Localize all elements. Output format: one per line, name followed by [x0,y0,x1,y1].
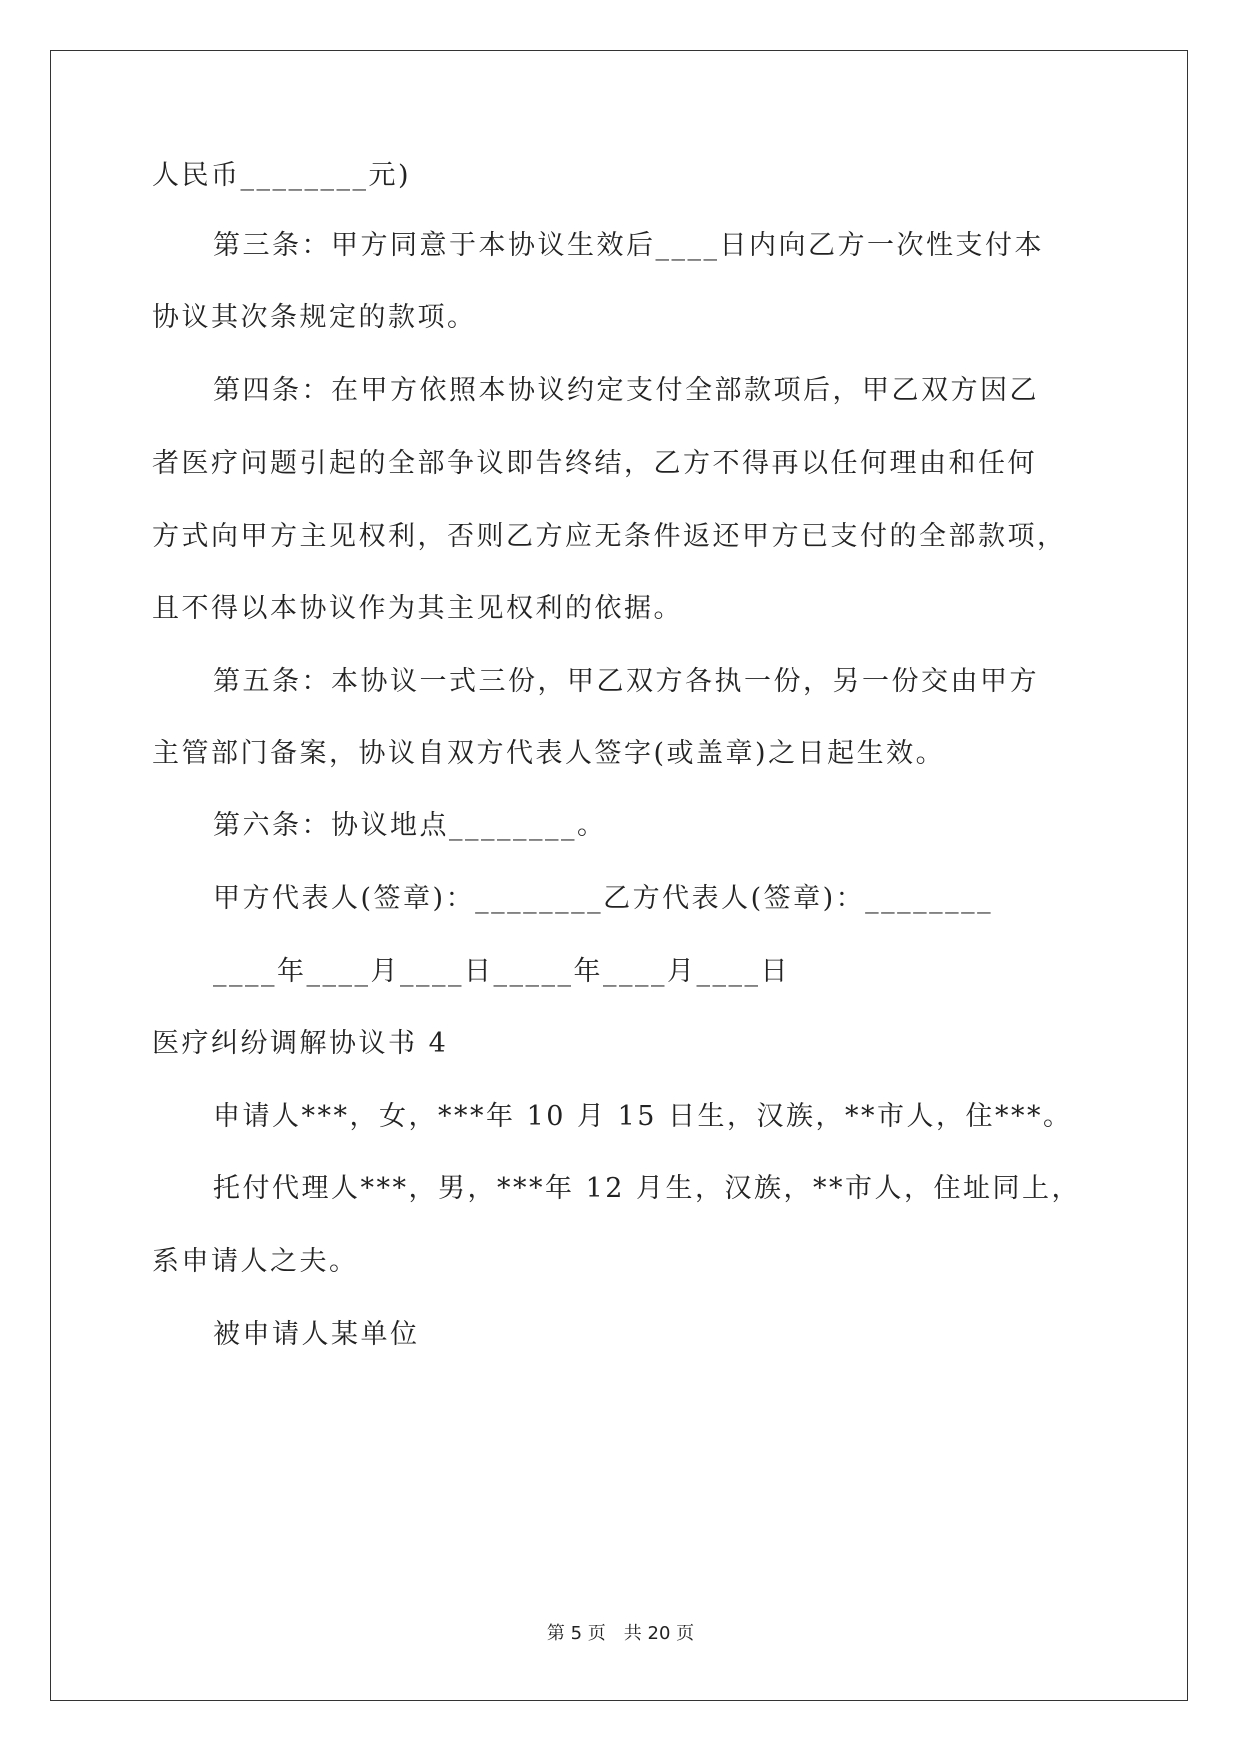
page-total: 共 20 页 [623,1623,695,1644]
text-line-6: 方式向甲方主见权利，否则乙方应无条件返还甲方已支付的全部款项， [152,521,1067,552]
text-line-respondent: 被申请人某单位 [213,1319,420,1350]
text-line-applicant: 申请人***，女，***年 10 月 15 日生，汉族，**市人，住***。 [213,1101,1073,1132]
date-line: ____年____月____日_____年____月____日 [213,956,790,987]
page-number: 第 5 页 [546,1623,606,1644]
text-line-1: 人民币________元) [152,160,412,191]
text-line-2: 第三条：甲方同意于本协议生效后____日内向乙方一次性支付本 [213,230,1044,261]
text-line-10: 第六条：协议地点________。 [213,810,607,841]
text-line-agent: 托付代理人***，男，***年 12 月生，汉族，**市人，住址同上， [213,1173,1082,1204]
page-footer [0,1622,1241,1646]
text-line-7: 且不得以本协议作为其主见权利的依据。 [152,593,683,624]
text-line-8: 第五条：本协议一式三份，甲乙双方各执一份，另一份交由甲方 [213,666,1039,697]
page-border [50,50,1188,1701]
section-title: 医疗纠纷调解协议书 4 [152,1028,449,1059]
signature-line: 甲方代表人(签章)：________乙方代表人(签章)：________ [213,883,994,914]
text-line-9: 主管部门备案，协议自双方代表人签字(或盖章)之日起生效。 [152,738,946,769]
text-line-3: 协议其次条规定的款项。 [152,302,477,333]
text-line-5: 者医疗问题引起的全部争议即告终结，乙方不得再以任何理由和任何 [152,448,1037,479]
text-line-4: 第四条：在甲方依照本协议约定支付全部款项后，甲乙双方因乙 [213,375,1039,406]
text-line-agent-relation: 系申请人之夫。 [152,1246,359,1277]
